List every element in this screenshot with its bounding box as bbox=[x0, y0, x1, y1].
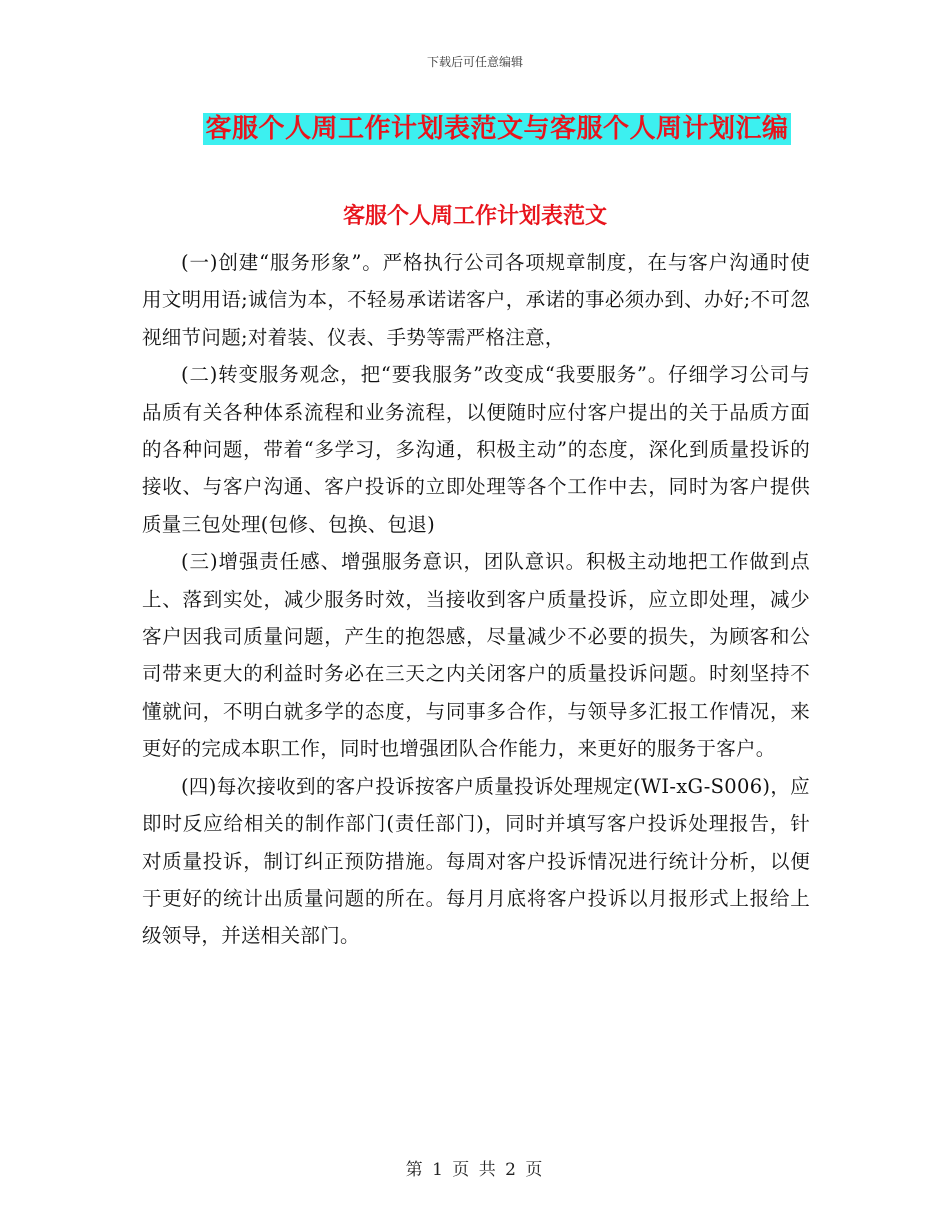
page-footer: 第 1 页 共 2 页 bbox=[405, 1160, 545, 1180]
paragraph-3: (三)增强责任感、增强服务意识，团队意识。积极主动地把工作做到点上、落到实处，减少服务时效，当接收到客户质量投诉，应立即处理，减少客户因我司质量问题，产生的抱怨感，尽量减少不必要的损失，为顾客和公司带来更大的利益时务必在三天之内关闭客户的质量投诉问题。时刻坚持不懂就问，不明白就多学的态度，与同事多合作，与领导多汇报工作情况，来更好的完成本职工作，同时也增强团队合作能力，来更好的服务于客户。 bbox=[142, 550, 810, 761]
paragraph-4: (四)每次接收到的客户投诉按客户质量投诉处理规定(WI-xG-S006)，应即时反应给相关的制作部门(责任部门)，同时并填写客户投诉处理报告，针对质量投诉，制订纠正预防措施。每周对客户投诉情况进行统计分析，以便于更好的统计出质量问题的所在。每月月底将客户投诉以月报形式上报给上级领导，并送相关部门。 bbox=[142, 774, 810, 948]
paragraph-2: (二)转变服务观念，把“要我服务”改变成“我要服务”。仔细学习公司与品质有关各种体系流程和业务流程，以便随时应付客户提出的关于品质方面的各种问题，带着“多学习，多沟通，积极主动”的态度，深化到质量投诉的接收、与客户沟通、客户投诉的立即处理等各个工作中去，同时为客户提供质量三包处理(包修、包换、包退) bbox=[142, 363, 810, 536]
paragraph-1: (一)创建“服务形象”。严格执行公司各项规章制度，在与客户沟通时使用文明用语;诚信为本，不轻易承诺诺客户，承诺的事必须办到、办好;不可忽视细节问题;对着装、仪表、手势等需严格注意， bbox=[142, 251, 810, 349]
page-header-note: 下载后可任意编辑 bbox=[426, 55, 523, 69]
document-body bbox=[142, 244, 810, 955]
document-title: 客服个人周工作计划表范文与客服个人周计划汇编 bbox=[205, 114, 789, 144]
document-title-container bbox=[0, 113, 950, 145]
section-title: 客服个人周工作计划表范文 bbox=[342, 204, 607, 229]
